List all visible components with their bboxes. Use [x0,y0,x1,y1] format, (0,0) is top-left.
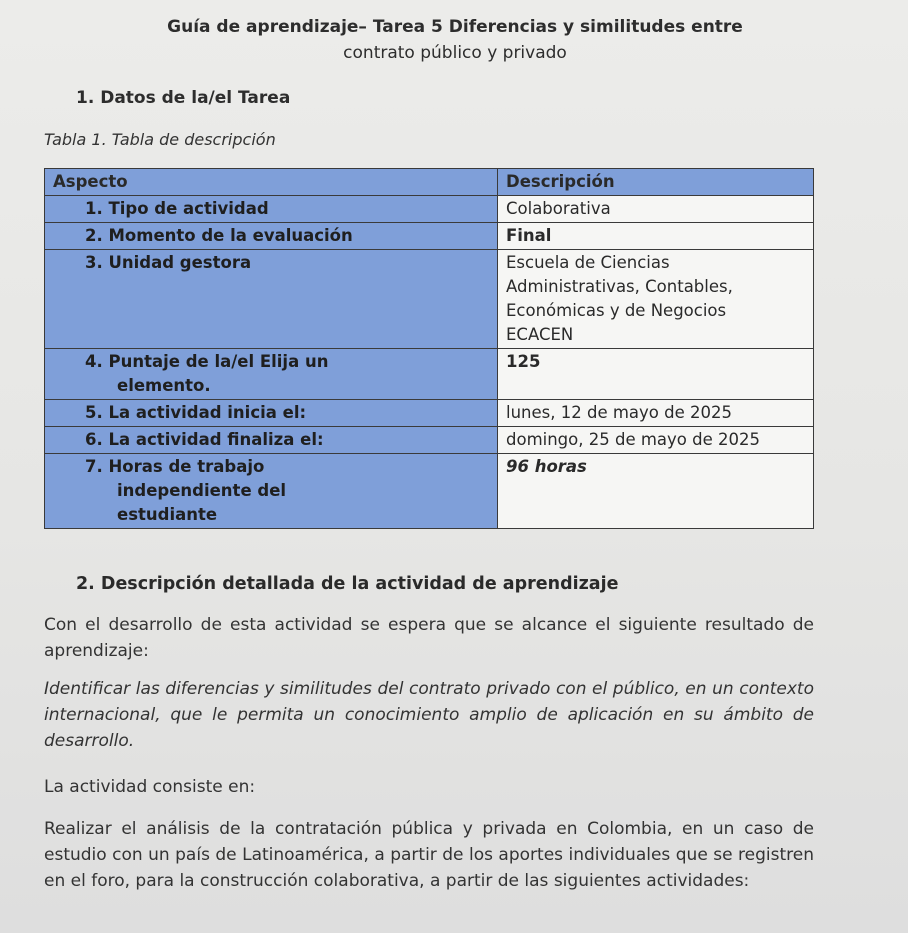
document-title [60,14,850,66]
aspect-cell: 1. Tipo de actividad [45,196,498,223]
value-line: Administrativas, Contables, [506,277,733,296]
value-line: Escuela de Ciencias [506,253,670,272]
table-row [45,250,814,349]
section-2-heading: 2. Descripción detallada de la actividad de aprendizaje [76,574,619,594]
value-line: Económicas y de Negocios [506,301,727,320]
aspect-line: 4. Puntaje de la/el Elija un [85,352,329,371]
paragraph-intro: Con el desarrollo de esta actividad se espera que se alcance el siguiente resultado de aprendizaje: [44,615,814,661]
table-row [45,349,814,400]
value-cell: domingo, 25 de mayo de 2025 [498,427,814,454]
aspect-cell: 3. Unidad gestora [45,250,498,349]
aspect-line: 7. Horas de trabajo [85,457,265,476]
value-cell: 96 horas [498,454,814,529]
table-header-row [45,169,814,196]
value-line: ECACEN [506,325,574,344]
table-row [45,400,814,427]
aspect-cell: 6. La actividad finaliza el: [45,427,498,454]
aspect-cell: 5. La actividad inicia el: [45,400,498,427]
aspect-cell: 2. Momento de la evaluación [45,223,498,250]
aspect-line: independiente del [117,481,287,500]
aspect-cell [45,454,498,529]
aspect-line: estudiante [117,505,218,524]
value-cell: lunes, 12 de mayo de 2025 [498,400,814,427]
description-table [44,168,814,529]
aspect-line: elemento. [117,376,211,395]
paragraph-activity-description: Realizar el análisis de la contratación pública y privada en Colombia, en un caso de estudio con un país de Latinoamérica, a partir de los aportes individuales que se registren en el foro, para la construcción colaborativa, a partir de las siguientes actividades: [44,819,814,891]
table-row [45,454,814,529]
value-cell: Final [498,223,814,250]
header-description: Descripción [498,169,814,196]
value-cell: Colaborativa [498,196,814,223]
paragraph-learning-outcome: Identificar las diferencias y similitudes del contrato privado con el público, en un contexto internacional, que le permita un conocimiento amplio de aplicación en su ámbito de desarrollo. [44,679,814,751]
paragraph-activity-label: La actividad consiste en: [44,777,256,797]
value-cell: 125 [498,349,814,400]
header-aspect: Aspecto [45,169,498,196]
aspect-cell [45,349,498,400]
table-caption: Tabla 1. Tabla de descripción [44,130,276,149]
value-cell [498,250,814,349]
section-1-heading: 1. Datos de la/el Tarea [76,88,291,108]
table-row [45,223,814,250]
title-line-2: contrato público y privado [343,43,567,63]
table-row [45,196,814,223]
title-line-1: Guía de aprendizaje– Tarea 5 Diferencias y similitudes entre [167,17,743,37]
table-row [45,427,814,454]
